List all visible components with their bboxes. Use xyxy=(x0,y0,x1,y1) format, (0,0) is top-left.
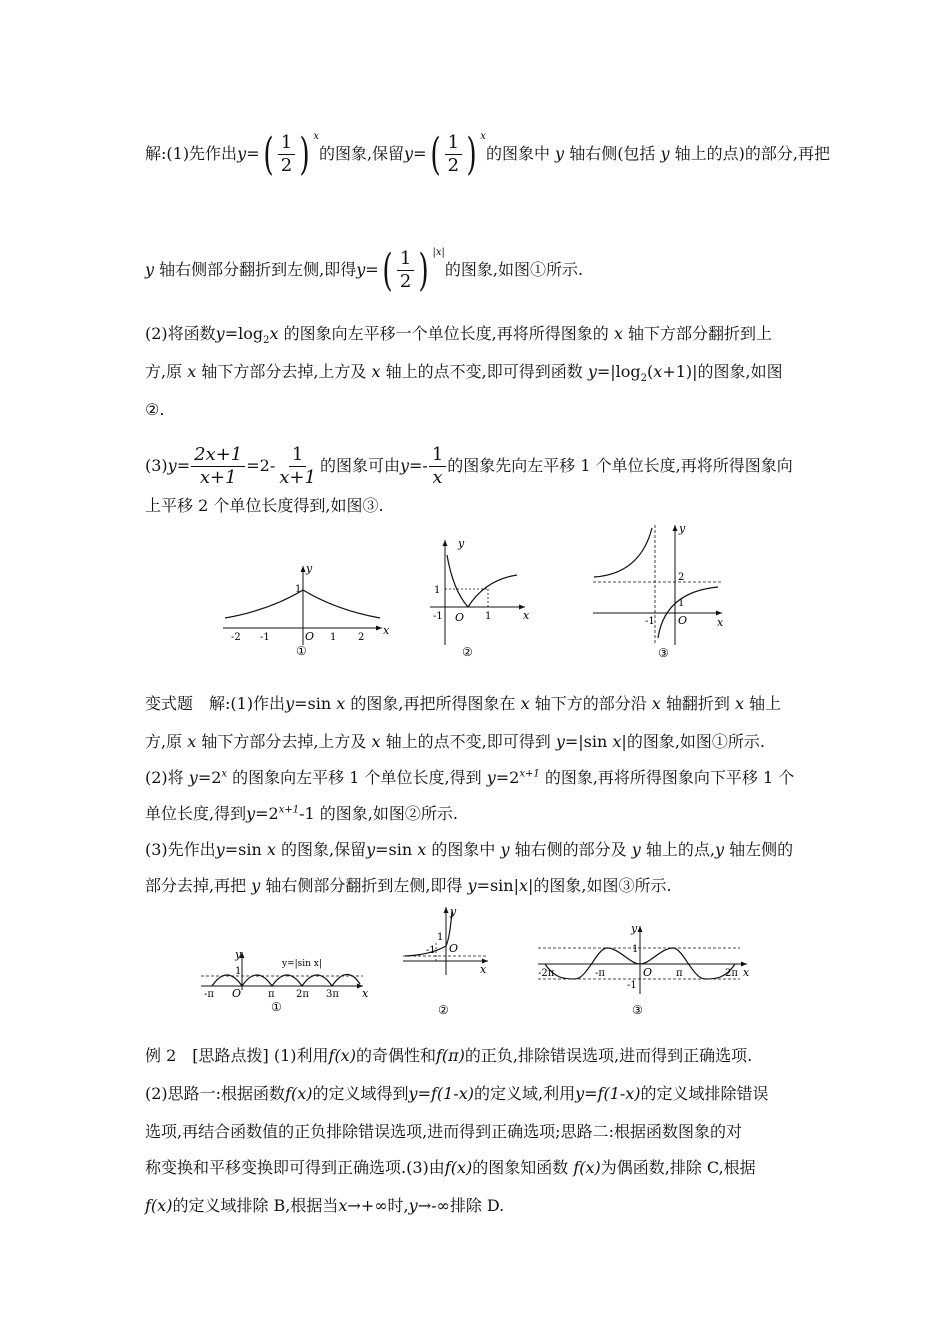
svg-text:y: y xyxy=(458,537,465,550)
svg-text:1: 1 xyxy=(437,932,444,943)
variant-graph-1 xyxy=(198,948,373,1022)
svg-text:O: O xyxy=(305,630,315,643)
ex1-p1-line2: y 轴右侧部分翻折到左侧,即得y=( $\frac{1}{2}$ ) $^{|x|}$的图象,如图①所示. xyxy=(145,244,584,296)
svg-text:1: 1 xyxy=(295,584,302,595)
graph-figure-3 xyxy=(590,520,730,664)
variant-line4: 单位长度,得到$y=2^{x+1}-1$ 的图象,如图②所示. xyxy=(145,804,458,823)
svg-text:③: ③ xyxy=(632,1003,643,1017)
svg-text:x: x xyxy=(383,624,390,637)
svg-text:-2π: -2π xyxy=(538,968,555,979)
svg-text:1: 1 xyxy=(235,966,242,977)
svg-text:y: y xyxy=(450,905,457,918)
svg-text:-π: -π xyxy=(595,968,605,979)
svg-text:1: 1 xyxy=(434,585,441,596)
svg-text:③: ③ xyxy=(658,646,669,660)
svg-text:x: x xyxy=(523,609,530,622)
svg-text:2π: 2π xyxy=(725,968,738,979)
svg-text:1: 1 xyxy=(632,944,639,955)
fraction-2x1-x1: $\frac{2x+1}{x+1}$ xyxy=(191,444,245,489)
svg-text:O: O xyxy=(232,987,242,1000)
svg-text:x: x xyxy=(743,966,750,979)
variant-line1: 变式题 解:(1)作出y=sin x 的图象,再把所得图象在 x 轴下方的部分沿 x 轴翻折到 x 轴上 xyxy=(145,694,782,713)
svg-text:②: ② xyxy=(462,645,473,659)
svg-text:-1: -1 xyxy=(260,632,270,643)
variant-line3: (2)将 $y=2^x$ 的图象向左平移 1 个单位长度,得到 $y=2^{x+1}$ 的图象,再将所得图象向下平移 1 个 xyxy=(145,768,795,787)
svg-text:y: y xyxy=(631,922,638,935)
ex1-p1-line1: 解:(1)先作出y=( $\frac{1}{2}$ ) $^x$的图象,保留y=( $\frac{1}{2}$ ) $^x$的图象中 y 轴右侧(包括 y 轴上的点)的部分,再把 xyxy=(145,128,831,180)
svg-text:2: 2 xyxy=(678,572,685,583)
ex2-line2: (2)思路一:根据函数f(x)的定义域得到y=f(1-x)的定义域,利用y=f(1-x)的定义域排除错误 xyxy=(145,1084,769,1103)
variant-line2: 方,原 x 轴下方部分去掉,上方及 x 轴上的点不变,即可得到 y=|sin x|的图象,如图①所示. xyxy=(145,732,765,751)
svg-text:y: y xyxy=(235,948,242,961)
svg-text:y: y xyxy=(306,562,313,575)
svg-text:-1: -1 xyxy=(627,980,637,991)
svg-text:x: x xyxy=(362,987,369,1000)
svg-text:-π: -π xyxy=(204,989,214,1000)
graph-figure-2 xyxy=(425,535,535,664)
svg-text:O: O xyxy=(643,966,653,979)
svg-text:①: ① xyxy=(271,1000,282,1014)
svg-text:π: π xyxy=(676,968,683,979)
ex2-line5: f(x)的定义域排除 B,根据当x→+∞时,y→-∞排除 D. xyxy=(145,1196,505,1215)
svg-text:-2: -2 xyxy=(231,632,241,643)
ex1-p3-line2: 上平移 2 个单位长度得到,如图③. xyxy=(145,496,384,515)
graph-figure-1 xyxy=(220,560,390,664)
variant-line6: 部分去掉,再把 y 轴右侧部分翻折到左侧,即得 y=sin|x|的图象,如图③所示. xyxy=(145,876,672,895)
ex1-p2-line3: ②. xyxy=(145,400,165,419)
ex1-p2-line2: 方,原 x 轴下方部分去掉,上方及 x 轴上的点不变,即可得到函数 $y=|\log_2(x+1)|$的图象,如图 xyxy=(145,362,783,385)
svg-text:3π: 3π xyxy=(326,989,339,1000)
svg-text:①: ① xyxy=(296,644,307,658)
svg-text:π: π xyxy=(268,989,275,1000)
variant-graph-2 xyxy=(400,903,495,1022)
fraction-half: $\frac{1}{2}$ xyxy=(278,132,295,177)
svg-text:x: x xyxy=(717,616,724,629)
svg-text:-1: -1 xyxy=(433,611,443,622)
ex2-line1: 例 2 [思路点拨] (1)利用f(x)的奇偶性和f(π)的正负,排除错误选项,进而得到正确选项. xyxy=(145,1046,753,1065)
svg-text:2π: 2π xyxy=(296,989,309,1000)
svg-text:O: O xyxy=(455,611,465,624)
svg-text:1: 1 xyxy=(330,632,337,643)
variant-graph-3 xyxy=(535,922,755,1021)
ex2-line4: 称变换和平移变换即可得到正确选项.(3)由f(x)的图象知函数 f(x)为偶函数,排除 C,根据 xyxy=(145,1158,756,1177)
svg-text:②: ② xyxy=(438,1003,449,1017)
ex2-line3: 选项,再结合函数值的正负排除错误选项,进而得到正确选项;思路二:根据函数图象的对 xyxy=(145,1122,742,1141)
variant-line5: (3)先作出y=sin x 的图象,保留y=sin x 的图象中 y 轴右侧的部分及 y 轴上的点,y 轴左侧的 xyxy=(145,840,794,859)
svg-text:y=|sin x|: y=|sin x| xyxy=(282,959,322,969)
svg-text:x: x xyxy=(480,963,487,976)
svg-text:2: 2 xyxy=(358,632,365,643)
svg-text:1: 1 xyxy=(678,598,685,609)
ex1-p3-line1: (3)y= $\frac{2x+1}{x+1}$ =2- $\frac{1}{x+1}$ 的图象可由y=- $\frac{1}{x}$ 的图象先向左平移 1 个单位长度,再将所得图象向 xyxy=(145,444,793,488)
svg-text:O: O xyxy=(449,942,459,955)
svg-text:-1: -1 xyxy=(426,945,436,956)
svg-text:y: y xyxy=(679,522,686,535)
ex1-p2-line1: (2)将函数$y=\log_2x$ 的图象向左平移一个单位长度,再将所得图象的 x 轴下方部分翻折到上 xyxy=(145,324,772,347)
svg-text:1: 1 xyxy=(485,611,492,622)
svg-text:-1: -1 xyxy=(645,616,655,627)
svg-text:O: O xyxy=(678,614,688,627)
